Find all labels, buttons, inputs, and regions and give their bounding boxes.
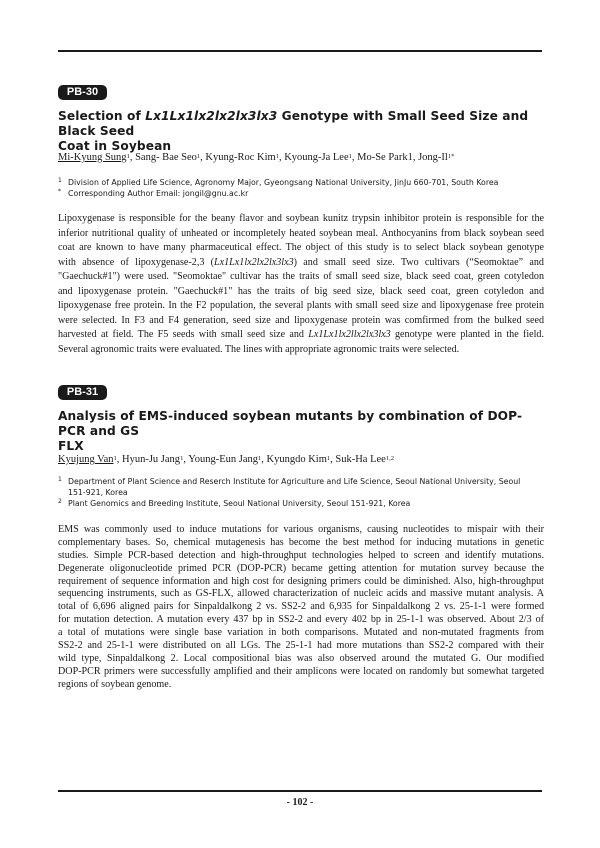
author-separator: , xyxy=(200,152,206,163)
title-2-line-2: FLX xyxy=(58,439,84,453)
abstract-line: Degenerate oligonucleotide primed PCR (DOP-PCR) became getting attention for mutation survey because the xyxy=(58,562,544,574)
author-affiliation-mark: 1 xyxy=(126,153,130,160)
author-name: Mo-Se Park1 xyxy=(357,152,413,163)
abstract-line: regions of soybean genome. xyxy=(58,678,172,690)
abstract-id-badge: PB-30 xyxy=(58,85,107,100)
author-name: Kyung-Roc Kim xyxy=(205,152,276,163)
author-separator: , xyxy=(412,152,419,163)
abstract-title xyxy=(58,109,544,154)
affiliation-2-1-cont: 151-921, Korea xyxy=(68,488,128,497)
author-name: Jong-Il xyxy=(418,152,448,163)
author-separator: , xyxy=(261,454,267,465)
author-name: Mi-Kyung Sung xyxy=(58,152,127,163)
abstract-line: with absence of lipoxygenase-2,3 (Lx1Lx1lx2lx2lx3lx3) and small seed size. Two cultivars (“Seomoktae” and xyxy=(58,256,544,268)
author-separator: , xyxy=(116,454,123,465)
abstract-line: for mutation detection. A mutation every 437 bp in SS2-2 and every 402 bp in 25-1-1 was observed. About 2/3 of xyxy=(58,614,544,626)
abstract-line: total of 6,696 aligned pairs for Sinpaldalkong 2 vs. SS2-2 and 6,935 for Sinpaldalkong 2 vs. 25-1-1 were formed xyxy=(58,601,544,613)
abstract-line: lipoxygenase free protein. In the F2 population, the several plants with small seed size and lipoxygenase free protein xyxy=(58,300,544,311)
author-affiliation-mark: 1 xyxy=(196,153,201,160)
author-separator: , xyxy=(351,152,358,163)
corresponding-email: * Corresponding Author Email: jongil@gnu.ac.kr xyxy=(58,188,249,198)
abstract-line: Several agronomic traits were evaluated. The lines with appropriate agronomic traits were selected. xyxy=(58,343,460,355)
author-separator: , xyxy=(278,152,285,163)
author-separator: , xyxy=(129,152,136,163)
author-name: Kyoung-Ja Lee xyxy=(284,152,349,163)
abstract-line: studies. Simple PCR-based detection and high-throughput technologies helped to screen and identify mutations. xyxy=(58,549,544,561)
author-affiliation-mark: 1 xyxy=(180,455,184,462)
author-affiliation-mark: 1 xyxy=(258,455,262,462)
affiliations-2 xyxy=(58,476,544,509)
abstract-body xyxy=(58,212,544,357)
abstract-line: wild type, Sinpaldalkong 2. Local compositional bias was also observed around the mutated G. Our modified xyxy=(58,652,544,664)
top-rule xyxy=(58,50,542,52)
title-2-line-1: Analysis of EMS-induced soybean mutants by combination of DOP-PCR and GS xyxy=(58,409,523,438)
abstract-line: complementary bases. So, chemical mutagenesis has become the best method for inducing mutations in genetic xyxy=(58,536,544,548)
abstract-id-badge-2: PB-31 xyxy=(58,385,107,400)
author-affiliation-mark: 1 xyxy=(113,455,117,462)
abstract-line: SS2-2 and 25-1-1 were distributed on all LGs. The 25-1-1 had more mutations than SS2-2 compared with their xyxy=(58,640,544,652)
author-affiliation-mark: 1* xyxy=(447,153,455,160)
author-separator: , xyxy=(183,454,189,465)
author-name: Kyungdo Kim xyxy=(266,454,327,465)
affiliation-2-1: 1 Department of Plant Science and Reserch Institute for Agriculture and Life Science, Seoul National University, Seoul xyxy=(58,476,521,486)
author-affiliation-mark: 1,2 xyxy=(385,455,394,462)
author-name: Suk-Ha Lee xyxy=(335,454,386,465)
author-name: Young-Eun Jang xyxy=(188,454,259,465)
abstract-line: harvested at field. The F5 seeds with small seed size and Lx1Lx1lx2llx2lx3lx3 genotype were planted in the field. xyxy=(58,329,544,340)
genotype-term: Lx1Lx1lx2lx2lx3lx3 xyxy=(214,256,294,268)
abstract-line: DOP-PCR primers were successfully amplified and their amplicons were located on randomly but somewhat targeted xyxy=(58,665,544,677)
abstract-title-2 xyxy=(58,409,544,454)
genotype-term: Lx1Lx1lx2llx2lx3lx3 xyxy=(308,329,391,340)
abstract-line: "Gaechuck#1") were used. "Seomoktae" cultivar has the traits of small seed size, black seed coat, green cotyledon xyxy=(58,271,544,282)
author-name: Kyujung Van xyxy=(58,454,114,465)
abstract-line: requirement of sequence information and high cost for designing primers could be diminished. Also, high-throughput xyxy=(58,575,544,587)
affiliation-2-2: 2 Plant Genomics and Breeding Institute, Seoul National University, Seoul 151-921, Korea xyxy=(58,498,411,508)
affiliations xyxy=(58,177,544,199)
author-separator: , xyxy=(330,454,336,465)
author-affiliation-mark: 1 xyxy=(326,455,331,462)
abstract-body-2 xyxy=(58,524,544,692)
affiliation-1: 1 Division of Applied Life Science, Agronomy Major, Gyeongsang National University, JinJu 660-701, South Korea xyxy=(58,177,499,187)
author-list-2 xyxy=(58,453,542,466)
author-list xyxy=(58,151,542,164)
abstract-line: coat are known to have many pharmaceutical effect. The object of this study is to select black soybean genotype xyxy=(58,242,544,253)
bottom-rule xyxy=(58,790,542,792)
title-line-2: Coat in Soybean xyxy=(58,139,172,153)
page-number: - 102 - xyxy=(286,797,314,808)
abstract-line: inferior nutritional quality of unheated or incompletely heated soybean meal. Anthocyanins from black soybean seed xyxy=(58,227,544,239)
abstract-line: sequencing instruments, such as GS-FLX, allowed characterization of nucleic acids and massive mutant analysis. A xyxy=(58,588,544,600)
author-affiliation-mark: 1 xyxy=(275,153,279,160)
author-name: Sang- Bae Seo xyxy=(135,152,197,163)
abstract-line: and lipoxygenase protein. "Gaechuck#1" has the traits of big seed size, black seed coat, green cotyledon and xyxy=(58,285,544,297)
title-line-1: Selection of Lx1Lx1lx2lx2lx3lx3 Genotype with Small Seed Size and Black Seed xyxy=(58,109,529,138)
abstract-line: EMS was commonly used to induce mutations for various organisms, causing nucleotides to mispair with their xyxy=(58,524,544,535)
author-name: Hyun-Ju Jang xyxy=(122,454,181,465)
abstract-line: a total of mutations were single base variation in both comparisons. Mutated and non-mutated fragments from xyxy=(58,627,544,639)
abstract-line: Lipoxygenase is responsible for the beany flavor and soybean kunitz trypsin inhibitor protein is responsible for the xyxy=(58,213,544,224)
author-affiliation-mark: 1 xyxy=(348,153,352,160)
abstract-line: were selected. In F3 and F4 generation, seed size and lipoxygenase protein was comfirmed from the bulked seed xyxy=(58,314,544,326)
